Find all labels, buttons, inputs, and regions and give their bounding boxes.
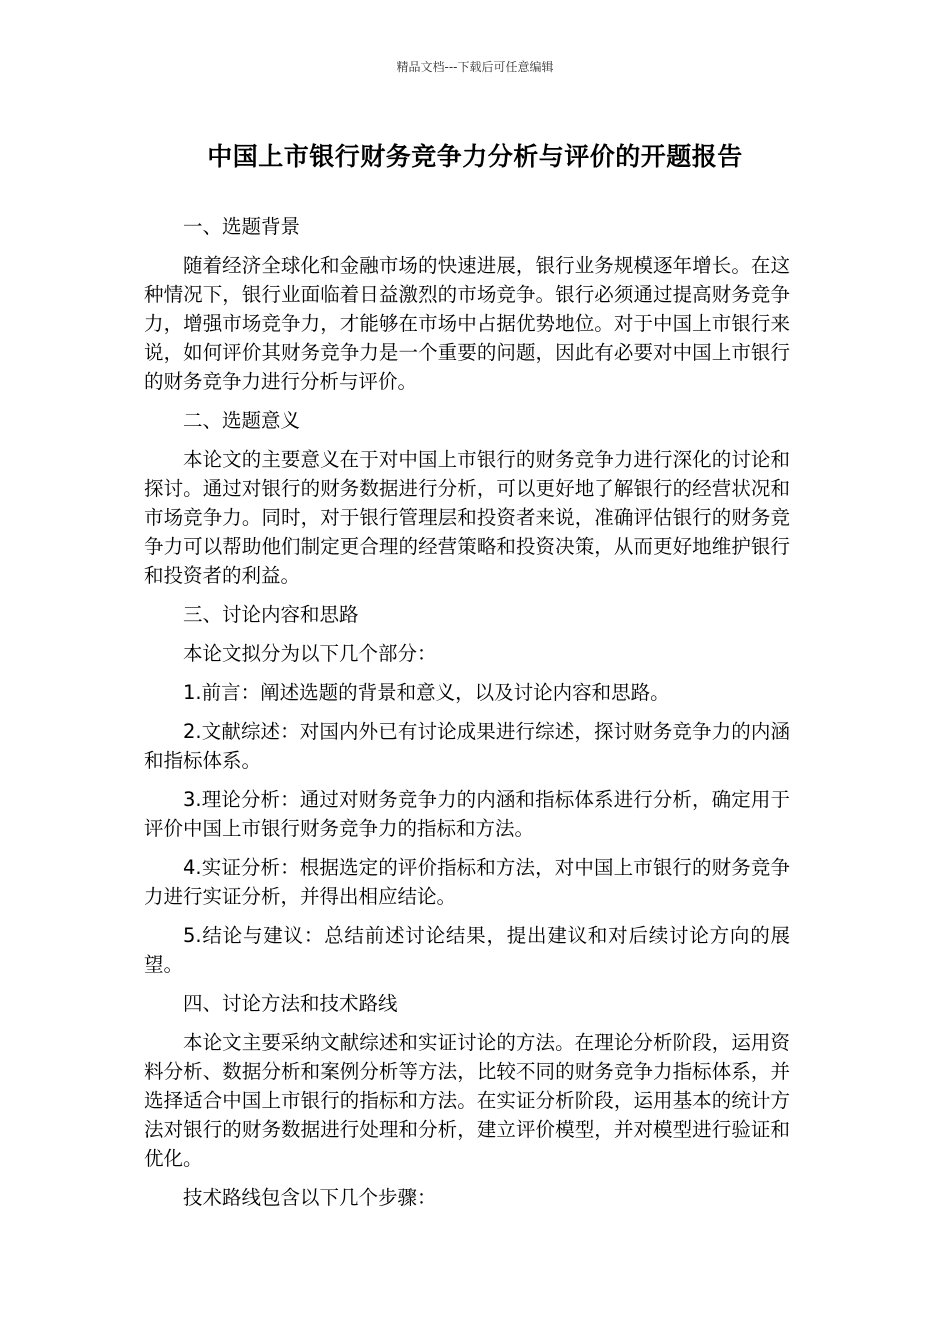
list-item-preface: 1.前言：阐述选题的背景和意义，以及讨论内容和思路。 xyxy=(183,681,670,704)
section-heading-methods: 四、讨论方法和技术路线 xyxy=(183,992,398,1015)
header-note: 精品文档---下载后可任意编辑 xyxy=(396,60,554,74)
paragraph-methods: 本论文主要采纳文献综述和实证讨论的方法。在理论分析阶段，运用资料分析、数据分析和案例分析等方法，比较不同的财务竞争力指标体系，并选择适合中国上市银行的指标和方法。在实证分析阶段，运用基本的统计方法对银行的财务数据进行处理和分析，建立评价模型，并对模型进行验证和优化。 xyxy=(144,1031,790,1170)
list-item-literature-review: 2.文献综述：对国内外已有讨论成果进行综述，探讨财务竞争力的内涵和指标体系。 xyxy=(144,720,790,772)
paragraph-content-intro: 本论文拟分为以下几个部分： xyxy=(183,642,437,665)
document-body xyxy=(144,212,790,1222)
section-heading-content: 三、讨论内容和思路 xyxy=(183,603,359,626)
list-item-theory-analysis: 3.理论分析：通过对财务竞争力的内涵和指标体系进行分析，确定用于评价中国上市银行财务竞争力的指标和方法。 xyxy=(144,788,790,840)
paragraph-technical-route: 技术路线包含以下几个步骤： xyxy=(183,1186,437,1209)
document-title: 中国上市银行财务竞争力分析与评价的开题报告 xyxy=(207,142,743,171)
paragraph-background: 随着经济全球化和金融市场的快速进展，银行业务规模逐年增长。在这种情况下，银行业面临着日益激烈的市场竞争。银行必须通过提高财务竞争力，增强市场竞争力，才能够在市场中占据优势地位。对于中国上市银行来说，如何评价其财务竞争力是一个重要的问题，因此有必要对中国上市银行的财务竞争力进行分析与评价。 xyxy=(144,254,790,393)
paragraph-significance: 本论文的主要意义在于对中国上市银行的财务竞争力进行深化的讨论和探讨。通过对银行的财务数据进行分析，可以更好地了解银行的经营状况和市场竞争力。同时，对于银行管理层和投资者来说，准确评估银行的财务竞争力可以帮助他们制定更合理的经营策略和投资决策，从而更好地维护银行和投资者的利益。 xyxy=(144,448,790,587)
section-heading-background: 一、选题背景 xyxy=(183,215,301,238)
list-item-conclusion: 5.结论与建议：总结前述讨论结果，提出建议和对后续讨论方向的展望。 xyxy=(144,924,790,976)
section-heading-significance: 二、选题意义 xyxy=(183,409,301,432)
list-item-empirical-analysis: 4.实证分析：根据选定的评价指标和方法，对中国上市银行的财务竞争力进行实证分析，并得出相应结论。 xyxy=(144,856,790,908)
